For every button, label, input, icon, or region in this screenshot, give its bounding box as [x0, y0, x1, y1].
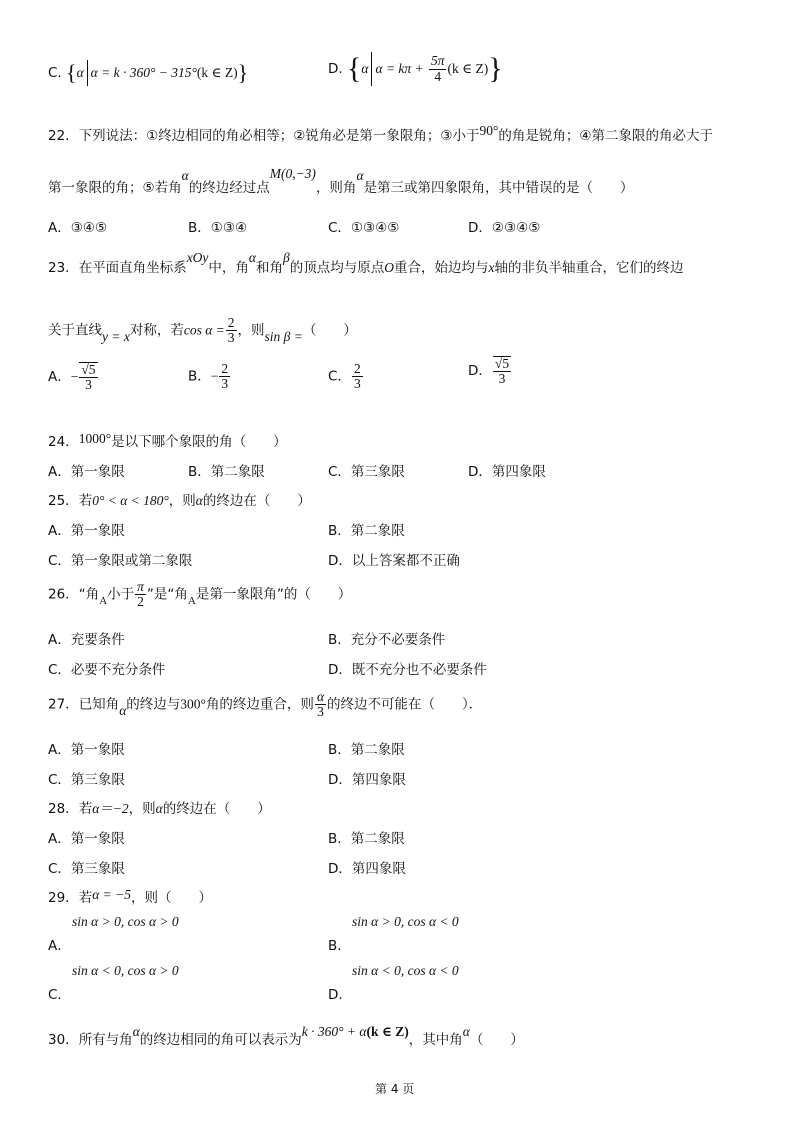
question-number: 24． — [48, 434, 79, 450]
fraction — [79, 362, 97, 392]
option-label: C. — [48, 65, 62, 81]
math: α — [181, 168, 189, 183]
question-number: 28． — [48, 801, 79, 817]
set-var: α — [76, 65, 84, 80]
text: 是以下哪个象限的角（ ） — [111, 434, 287, 450]
question-number: 30． — [48, 1032, 79, 1048]
text: 下列说法：①终边相同的角必相等；②锐角必是第一象限角；③小于 — [78, 128, 480, 144]
math: y = x — [102, 328, 130, 344]
fraction — [429, 54, 447, 83]
math: (k ∈ Z) — [366, 1024, 409, 1039]
left-brace: { — [346, 52, 362, 85]
q24-option-b: B．第二象限 — [188, 464, 265, 480]
math: xOy — [186, 250, 209, 265]
text: 若 — [78, 493, 93, 509]
q25-stem — [48, 489, 311, 509]
right-brace: } — [237, 60, 249, 85]
math: M(0,−3) — [269, 166, 316, 181]
q24-option-a: A．第一象限 — [48, 464, 125, 480]
text: 若 — [78, 890, 93, 906]
q29-option-b — [328, 914, 459, 954]
text: 角的终边重合，则 — [205, 696, 314, 713]
text: 的终边与 — [126, 696, 181, 713]
math: α — [248, 250, 257, 265]
set-bar — [87, 60, 88, 86]
numerator: α — [316, 689, 325, 704]
q28-option-d: D．第四象限 — [328, 861, 406, 877]
q23-option-c — [328, 362, 364, 391]
q26-option-b: B．充分不必要条件 — [328, 632, 446, 648]
option-expr: sin α > 0, cos α < 0 — [352, 914, 459, 929]
q22-option-a: A．③④⑤ — [48, 220, 108, 236]
numerator: 2 — [353, 361, 361, 376]
numerator: 5π — [430, 53, 445, 69]
text: ，则（ ） — [131, 890, 212, 906]
denominator: 3 — [353, 376, 361, 392]
set-var: α — [361, 61, 369, 76]
q27-stem — [48, 690, 482, 719]
q27-option-a: A．第一象限 — [48, 742, 125, 758]
text: ，则角 — [315, 180, 357, 196]
math: α — [132, 1024, 140, 1039]
set-paren: (k ∈ Z) — [447, 61, 489, 76]
text: 的终边相同的角可以表示为 — [139, 1032, 302, 1048]
q28-option-c: C．第三象限 — [48, 861, 125, 877]
text: 轴的非负半轴重合，它们的终边 — [494, 260, 684, 276]
page-number: 第 4 页 — [375, 1082, 415, 1096]
q21-option-c — [48, 60, 248, 86]
denominator: 3 — [317, 704, 324, 720]
numerator: √5 — [81, 362, 96, 377]
math: sin β = — [264, 328, 303, 344]
math: 0° < α < 180° — [92, 493, 169, 508]
set-paren: (k ∈ Z) — [196, 65, 238, 80]
sign: − — [70, 369, 79, 385]
text: 重合，始边均与 — [394, 260, 489, 276]
option-label: D. — [328, 61, 343, 77]
q22-line2 — [48, 166, 634, 196]
q23-option-d — [468, 356, 512, 386]
q26-option-a: A．充要条件 — [48, 632, 125, 648]
text: 在平面直角坐标系 — [78, 260, 187, 276]
sign: − — [210, 368, 219, 384]
option-label: C． — [328, 368, 351, 385]
option-label: C． — [48, 987, 71, 1003]
q23-line1 — [48, 250, 684, 276]
math: 90° — [479, 123, 499, 138]
denominator: 3 — [85, 377, 92, 393]
fraction — [493, 356, 511, 386]
option-label: A． — [48, 369, 71, 386]
option-label: B． — [188, 368, 211, 385]
q24-option-c: C．第三象限 — [328, 464, 405, 480]
text: 的终边经过点 — [188, 180, 270, 196]
text: 的终边在（ ） — [202, 493, 311, 509]
q22-line1 — [48, 124, 713, 144]
denominator: 3 — [221, 376, 229, 392]
q26-option-c: C．必要不充分条件 — [48, 662, 166, 678]
question-number: 23． — [48, 260, 79, 276]
question-number: 26． — [48, 586, 79, 603]
text: 的角是锐角；④第二象限的角必大于 — [498, 128, 714, 144]
fraction — [226, 316, 237, 345]
q26-stem — [48, 580, 351, 609]
q22-option-d: D．②③④⑤ — [468, 220, 541, 236]
question-number: 27． — [48, 696, 79, 713]
text: （ ） — [302, 322, 357, 339]
math: k · 360° + α — [301, 1024, 367, 1039]
left-brace: { — [66, 60, 77, 85]
question-number: 29． — [48, 890, 79, 906]
text: 是第一象限角”的（ ） — [195, 586, 352, 603]
text: ，则 — [128, 801, 156, 817]
q29-option-d — [328, 963, 459, 1003]
question-number: 25． — [48, 493, 79, 509]
math: x — [488, 260, 495, 275]
q29-option-c — [48, 963, 179, 1003]
option-label: D． — [328, 987, 352, 1003]
math: α＝−2 — [92, 801, 129, 816]
text: 是第三或第四象限角，其中错误的是（ ） — [363, 180, 634, 196]
math: cos α = — [183, 322, 225, 338]
numerator: π — [137, 579, 144, 594]
q22-option-c: C．①③④⑤ — [328, 220, 400, 236]
q25-option-c: C．第一象限或第二象限 — [48, 553, 193, 569]
set-bar — [371, 52, 372, 86]
q29-option-a — [48, 914, 179, 954]
text: 的终边在（ ） — [162, 801, 271, 817]
option-label: A． — [48, 938, 71, 954]
q24-option-d: D．第四象限 — [468, 464, 546, 480]
text: 中，角 — [208, 260, 249, 276]
math: α — [195, 493, 203, 508]
fraction — [135, 580, 146, 609]
q29-stem — [48, 886, 212, 906]
q25-option-a: A．第一象限 — [48, 523, 125, 539]
math: 1000° — [78, 431, 112, 446]
option-label: D． — [468, 363, 492, 380]
text: 和角 — [256, 260, 284, 276]
q30-stem — [48, 1024, 524, 1048]
math: A — [99, 594, 108, 607]
q28-option-a: A．第一象限 — [48, 831, 125, 847]
math: β — [283, 250, 290, 265]
q28-option-b: B．第二象限 — [328, 831, 405, 847]
set-condition: α = kπ + — [375, 61, 424, 76]
question-number: 22． — [48, 128, 79, 144]
denominator: 3 — [227, 330, 235, 346]
math: 300° — [180, 696, 206, 712]
q25-option-d: D．以上答案都不正确 — [328, 553, 460, 569]
q27-option-c: C．第三象限 — [48, 772, 125, 788]
q26-option-d: D．既不充分也不必要条件 — [328, 662, 487, 678]
fraction — [352, 362, 363, 391]
q25-option-b: B．第二象限 — [328, 523, 405, 539]
q27-option-b: B．第二象限 — [328, 742, 405, 758]
numerator: 2 — [221, 361, 229, 376]
text: （ ） — [469, 1032, 524, 1048]
text: ，则 — [168, 493, 196, 509]
numerator: √5 — [494, 356, 510, 371]
q23-line2 — [48, 316, 357, 345]
text: 对称，若 — [129, 322, 184, 339]
text: 若 — [78, 801, 93, 817]
denominator: 4 — [434, 68, 442, 84]
math: α — [462, 1024, 470, 1039]
math: α = −5 — [92, 887, 131, 902]
q24-stem — [48, 430, 287, 450]
q27-option-d: D．第四象限 — [328, 772, 406, 788]
text: 已知角 — [78, 696, 120, 713]
math: α — [356, 168, 364, 183]
math: α — [155, 801, 163, 816]
denominator: 3 — [498, 371, 506, 387]
math: O — [384, 260, 394, 275]
text: ，则 — [237, 322, 265, 339]
text: ”是“角 — [146, 586, 188, 603]
q23-option-a — [48, 362, 99, 392]
text: 关于直线 — [48, 322, 102, 339]
text: 第一象限的角；⑤若角 — [48, 180, 182, 196]
fraction — [219, 362, 230, 391]
denominator: 2 — [137, 594, 144, 610]
text: 的终边不可能在（ ）． — [327, 696, 483, 713]
right-brace: } — [488, 52, 503, 85]
option-expr: sin α < 0, cos α > 0 — [72, 963, 179, 978]
q28-stem — [48, 797, 271, 817]
set-condition: α = k · 360° − 315° — [90, 65, 197, 80]
fraction — [315, 690, 326, 719]
text: “角 — [78, 586, 100, 603]
q22-option-b: B．①③④ — [188, 220, 248, 236]
option-expr: sin α < 0, cos α < 0 — [352, 963, 459, 978]
math: A — [187, 594, 196, 607]
text: 所有与角 — [78, 1032, 133, 1048]
text: 的顶点均与原点 — [289, 260, 385, 276]
q21-option-d — [328, 52, 503, 86]
math: α — [119, 702, 127, 718]
text: 小于 — [107, 586, 135, 603]
text: ，其中角 — [408, 1032, 463, 1048]
q23-option-b — [188, 362, 231, 391]
numerator: 2 — [227, 315, 235, 330]
option-expr: sin α > 0, cos α > 0 — [72, 914, 179, 929]
option-label: B． — [328, 938, 351, 954]
